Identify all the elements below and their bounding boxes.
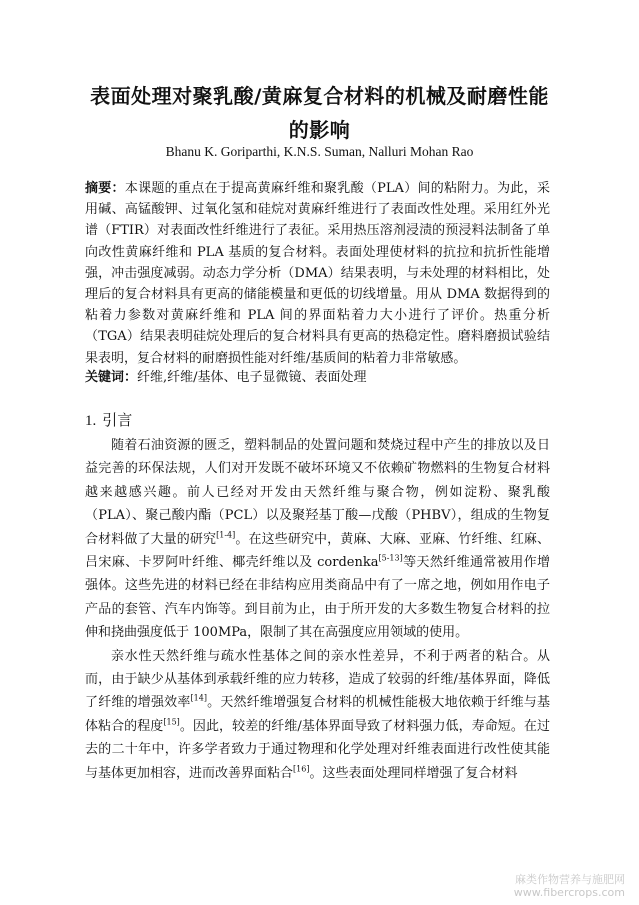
citation-ref: [15] <box>163 717 180 727</box>
author-list: Bhanu K. Goriparthi, K.N.S. Suman, Nalluri Mohan Rao <box>165 144 474 159</box>
abstract-text: 本课题的重点在于提高黄麻纤维和聚乳酸（PLA）间的粘附力。为此，采用碱、高锰酸钾、过氧化氢和硅烷对黄麻纤维进行了表面改性处理。采用红外光谱（FTIR）对表面改性纤维进行了表征。采用热压溶剂浸渍的预浸料法制备了单向改性黄麻纤维和 PLA 基质的复合材料。表面处理使材料的抗拉和抗折性能增强，冲击强度减弱。动态力学分析（DMA）结果表明，与未处理的材料相比，处理后的复合材料具有更高的储能模量和更低的切线增量。用从 DMA 数据得到的粘着力参数对黄麻纤维和 PLA 间的界面粘着力大小进行了评价。热重分析（TGA）结果表明硅烷处理后的复合材料具有更高的热稳定性。磨料磨损试验结果表明，复合材料的耐磨损性能对纤维/基质间的粘着力非常敏感。 <box>85 181 550 366</box>
paragraph-text: 。在这些研究中，黄麻、大麻、亚麻、竹纤维、红麻、吕宋麻、卡罗阿叶纤维、椰壳纤维以及 cordenka <box>85 531 550 571</box>
section-number: 1. <box>85 413 97 429</box>
paragraph-1 <box>85 434 550 645</box>
body-text <box>85 434 550 785</box>
paragraph-text: 。这些表面处理同样增强了复合材料 <box>309 765 518 781</box>
paragraph-text: 。因此，较差的纤维/基体界面导致了材料强力低，寿命短。在过去的二十年中，许多学者致力于通过物理和化学处理对纤维表面进行改性使其能与基体更加相容，进而改善界面粘合 <box>85 718 550 781</box>
watermark-line-2: www.fibercrops.com <box>513 886 625 899</box>
keywords-text: 纤维,纤维/基体、电子显微镜、表面处理 <box>137 370 367 385</box>
paper-title <box>70 79 569 147</box>
abstract <box>85 178 550 369</box>
paragraph-text: 。天然纤维增强复合材料的机械性能极大地依赖于纤维与基体粘合的程度 <box>85 695 550 734</box>
citation-ref: [16] <box>293 764 310 774</box>
citation-ref: [5-13] <box>378 553 403 563</box>
section-title: 引言 <box>102 411 133 429</box>
paragraph-text: 等天然纤维通常被用作增强体。这些先进的材料已经在非结构应用类商品中有了一席之地，例如用作电子产品的套管、汽车内饰等。到目前为止，由于所开发的大多数生物复合材料的拉伸和挠曲强度低于 100MPa，限制了其在高强度应用领域的使用。 <box>85 555 550 641</box>
title-line-1: 表面处理对聚乳酸/黄麻复合材料的机械及耐磨性能 <box>90 84 549 108</box>
title-line-2: 的影响 <box>288 118 351 142</box>
paragraph-2 <box>85 645 550 785</box>
paragraph-text: 亲水性天然纤维与疏水性基体之间的亲水性差异，不利于两者的粘合。从而，由于缺少从基体到承载纤维的应力转移，造成了较弱的纤维/基体界面，降低了纤维的增强效率 <box>85 648 550 711</box>
citation-ref: [14] <box>190 694 207 704</box>
paragraph-text: 随着石油资源的匮乏，塑料制品的处置问题和焚烧过程中产生的排放以及日益完善的环保法规，人们对开发既不破坏环境又不依赖矿物燃料的生物复合材料越来越感兴趣。前人已经对开发由天然纤维与聚合物，例如淀粉、聚乳酸（PLA）、聚己酸内酯（PCL）以及聚羟基丁酸—戊酸（PHBV），组成的生物复合材料做了大量的研究 <box>85 438 550 547</box>
keywords <box>85 367 550 388</box>
section-heading-introduction <box>85 408 132 433</box>
watermark-line-1: 麻类作物营养与施肥网 <box>515 873 625 886</box>
citation-ref: [1-4] <box>216 530 236 540</box>
watermark <box>514 873 625 899</box>
abstract-label: 摘要： <box>85 181 125 196</box>
keywords-label: 关键词： <box>85 370 138 385</box>
